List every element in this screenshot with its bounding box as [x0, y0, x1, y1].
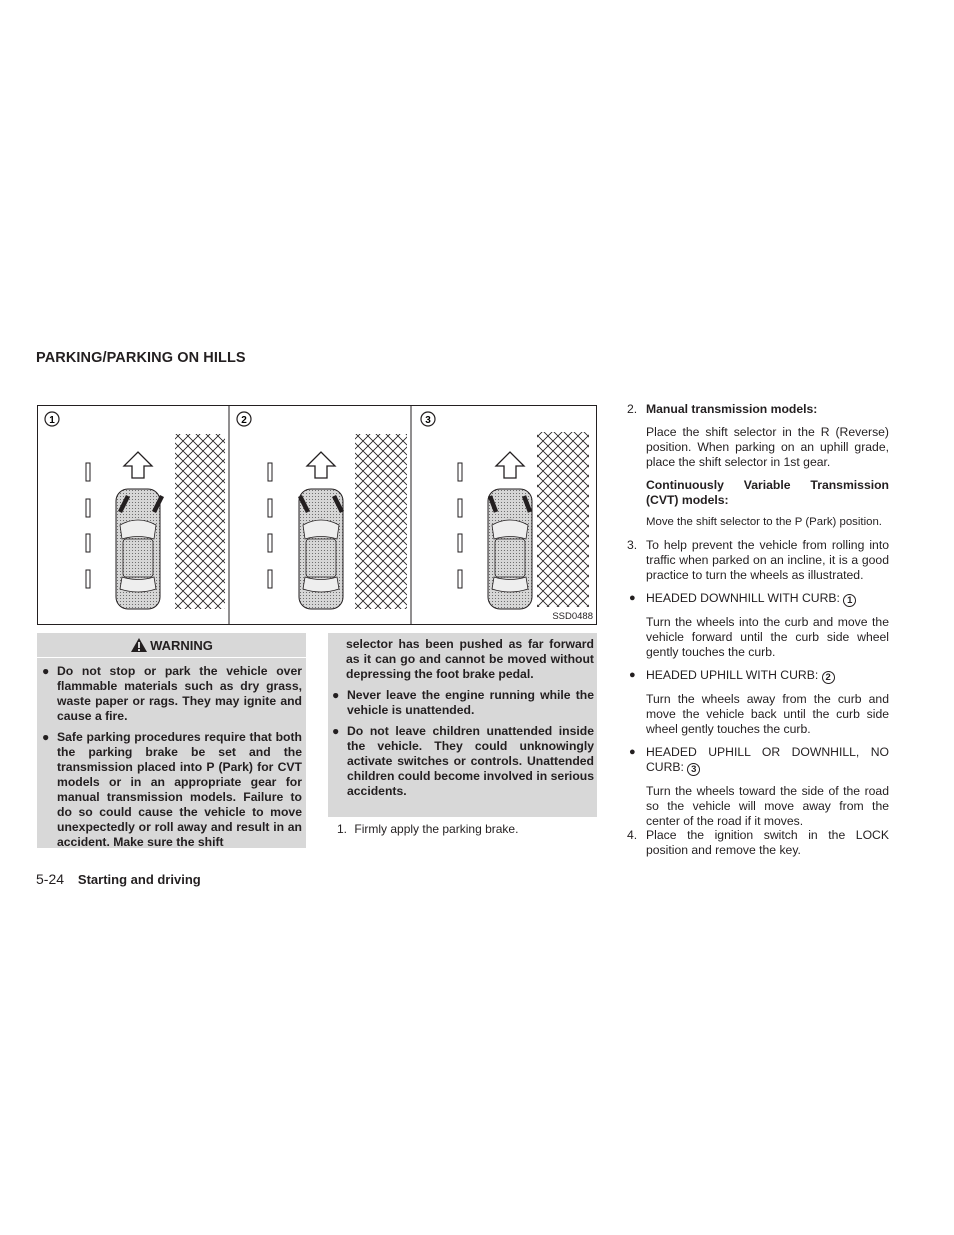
bullet-text: Turn the wheels away from the curb and move the vehicle back until the curb side wheel gently touches the curb.: [646, 692, 889, 736]
step-2-heading: Manual transmission models:: [646, 402, 818, 416]
panel-3-marker: 3: [425, 415, 431, 426]
panel-2: [237, 412, 407, 609]
warning-box-right: [328, 633, 597, 817]
bullet-dot: ●: [42, 664, 50, 678]
warning-item-text: Never leave the engine running while the vehicle is unattended.: [347, 688, 594, 717]
step-3-bullet: [627, 591, 889, 660]
warning-item: [331, 724, 594, 799]
warning-triangle-icon: [130, 637, 148, 653]
step-4-text: Place the ignition switch in the LOCK position and remove the key.: [646, 828, 889, 857]
panel-2-marker: 2: [241, 415, 247, 426]
step-2-cvt-heading: Continuously Variable Transmission (CVT) models:: [646, 478, 889, 507]
step-1-text: Firmly apply the parking brake.: [354, 822, 519, 836]
step-3: [627, 538, 889, 829]
step-1: [337, 822, 518, 836]
bullet-dot: ●: [629, 746, 636, 758]
panel-1: [45, 412, 225, 609]
step-3-number: 3.: [627, 538, 638, 552]
panel-3: [421, 412, 589, 609]
warning-heading: [37, 633, 306, 658]
warning-item: [331, 688, 594, 718]
panel-1-marker: 1: [49, 415, 55, 426]
section-title: PARKING/PARKING ON HILLS: [36, 350, 246, 366]
step-2-cvt-text: Move the shift selector to the P (Park) position.: [646, 516, 882, 528]
parking-illustration: [37, 405, 597, 625]
circled-number: 2: [822, 671, 835, 684]
footer-section-name: Starting and driving: [77, 872, 201, 887]
bullet-dot: ●: [629, 669, 636, 681]
step-3-text: To help prevent the vehicle from rolling into traffic when parked on an incline, it is a good practice to turn the wheels as illustrated.: [646, 538, 889, 582]
step-1-number: 1.: [337, 822, 348, 836]
bullet-label: HEADED UPHILL WITH CURB:: [646, 668, 819, 682]
circled-number: 1: [843, 594, 856, 607]
step-2: [627, 402, 889, 530]
bullet-dot: ●: [332, 724, 340, 738]
page-footer: [36, 871, 201, 887]
warning-box-left: [37, 633, 306, 848]
warning-item-text: Do not stop or park the vehicle over flammable materials such as dry grass, waste paper or rags. They may ignite and cause a fire.: [57, 664, 302, 723]
circled-number: 3: [687, 763, 700, 776]
step-3-bullet: [627, 668, 889, 737]
warning-item: [41, 730, 302, 850]
bullet-dot: ●: [629, 592, 636, 604]
warning-item: [41, 664, 302, 724]
warning-item-text: Safe parking procedures require that both the parking brake be set and the transmission placed into P (Park) for CVT models or in an appropriate gear for manual transmission models. Failure to do so could cause the vehicle to move unexpectedly or roll away and result in an accident. Make sure the shift: [57, 730, 302, 849]
warning-item-text: Do not leave children unattended inside the vehicle. They could unknowingly activate switches or controls. Unattended children could become involved in serious accidents.: [347, 724, 594, 798]
bullet-text: Turn the wheels toward the side of the road so the vehicle will move away from the center of the road if it moves.: [646, 784, 889, 828]
step-2-number: 2.: [627, 402, 638, 416]
step-2-text: Place the shift selector in the R (Reverse) position. When parking on an uphill grade, place the shift selector in 1st gear.: [646, 425, 889, 469]
step-3-bullet: [627, 745, 889, 829]
bullet-dot: ●: [332, 688, 340, 702]
warning-heading-text: WARNING: [150, 637, 213, 653]
page-number: 5-24: [36, 871, 65, 887]
step-4-number: 4.: [627, 828, 638, 842]
figure-code: SSD0488: [552, 611, 593, 622]
bullet-text: Turn the wheels into the curb and move the vehicle forward until the curb side wheel gently touches the curb.: [646, 615, 889, 659]
bullet-label: HEADED UPHILL OR DOWNHILL, NO CURB:: [646, 745, 889, 774]
step-4: [627, 828, 889, 858]
bullet-label: HEADED DOWNHILL WITH CURB:: [646, 591, 840, 605]
bullet-dot: ●: [42, 730, 50, 744]
warning-continuation: selector has been pushed as far forward as it can go and cannot be moved without depressing the foot brake pedal.: [346, 637, 594, 681]
